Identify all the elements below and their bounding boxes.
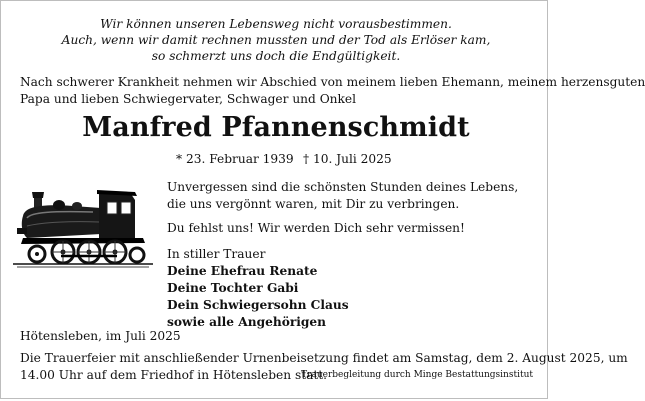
miss-you-message: Du fehlst uns! Wir werden Dich sehr vermissen! [167,221,465,235]
funeral-line: 14.00 Uhr auf dem Friedhof in Hötensleben statt. [20,368,328,382]
message-line: Unvergessen sind die schönsten Stunden deines Lebens, [167,180,519,194]
quote-line: so schmerzt uns doch die Endgültigkeit. [151,49,401,63]
steam-locomotive-icon [13,176,153,271]
quote-line: Wir können unseren Lebensweg nicht vorausbestimmen. [100,17,452,31]
death-date: † 10. Juli 2025 [303,152,392,166]
mourner-name: Deine Tochter Gabi [167,281,299,295]
funeral-line: Die Trauerfeier mit anschließender Urnenbeisetzung findet am Samstag, dem 2. August 2025, um [20,351,628,365]
mourner-name: Dein Schwiegersohn Claus [167,298,349,312]
birth-date: * 23. Februar 1939 [176,152,294,166]
mourners-block [167,246,349,331]
mourners-heading: In stiller Trauer [167,247,266,261]
intro-text [20,74,645,108]
intro-line: Papa und lieben Schwiegervater, Schwager und Onkel [20,92,357,106]
place-date: Hötensleben, im Juli 2025 [20,329,181,343]
mourner-name: Deine Ehefrau Renate [167,264,318,278]
message-line: die uns vergönnt waren, mit Dir zu verbringen. [167,197,460,211]
undertaker-credit: Trauerbegleitung durch Minge Bestattungsinstitut [301,370,533,380]
deceased-name: Manfred Pfannenschmidt [82,112,470,143]
quote [1,16,551,64]
quote-line: Auch, wenn wir damit rechnen mussten und der Tod als Erlöser kam, [61,33,491,47]
intro-line: Nach schwerer Krankheit nehmen wir Abschied von meinem lieben Ehemann, meinem herzensguten [20,75,645,89]
mourner-name: sowie alle Angehörigen [167,315,327,329]
memorial-message [167,179,518,213]
